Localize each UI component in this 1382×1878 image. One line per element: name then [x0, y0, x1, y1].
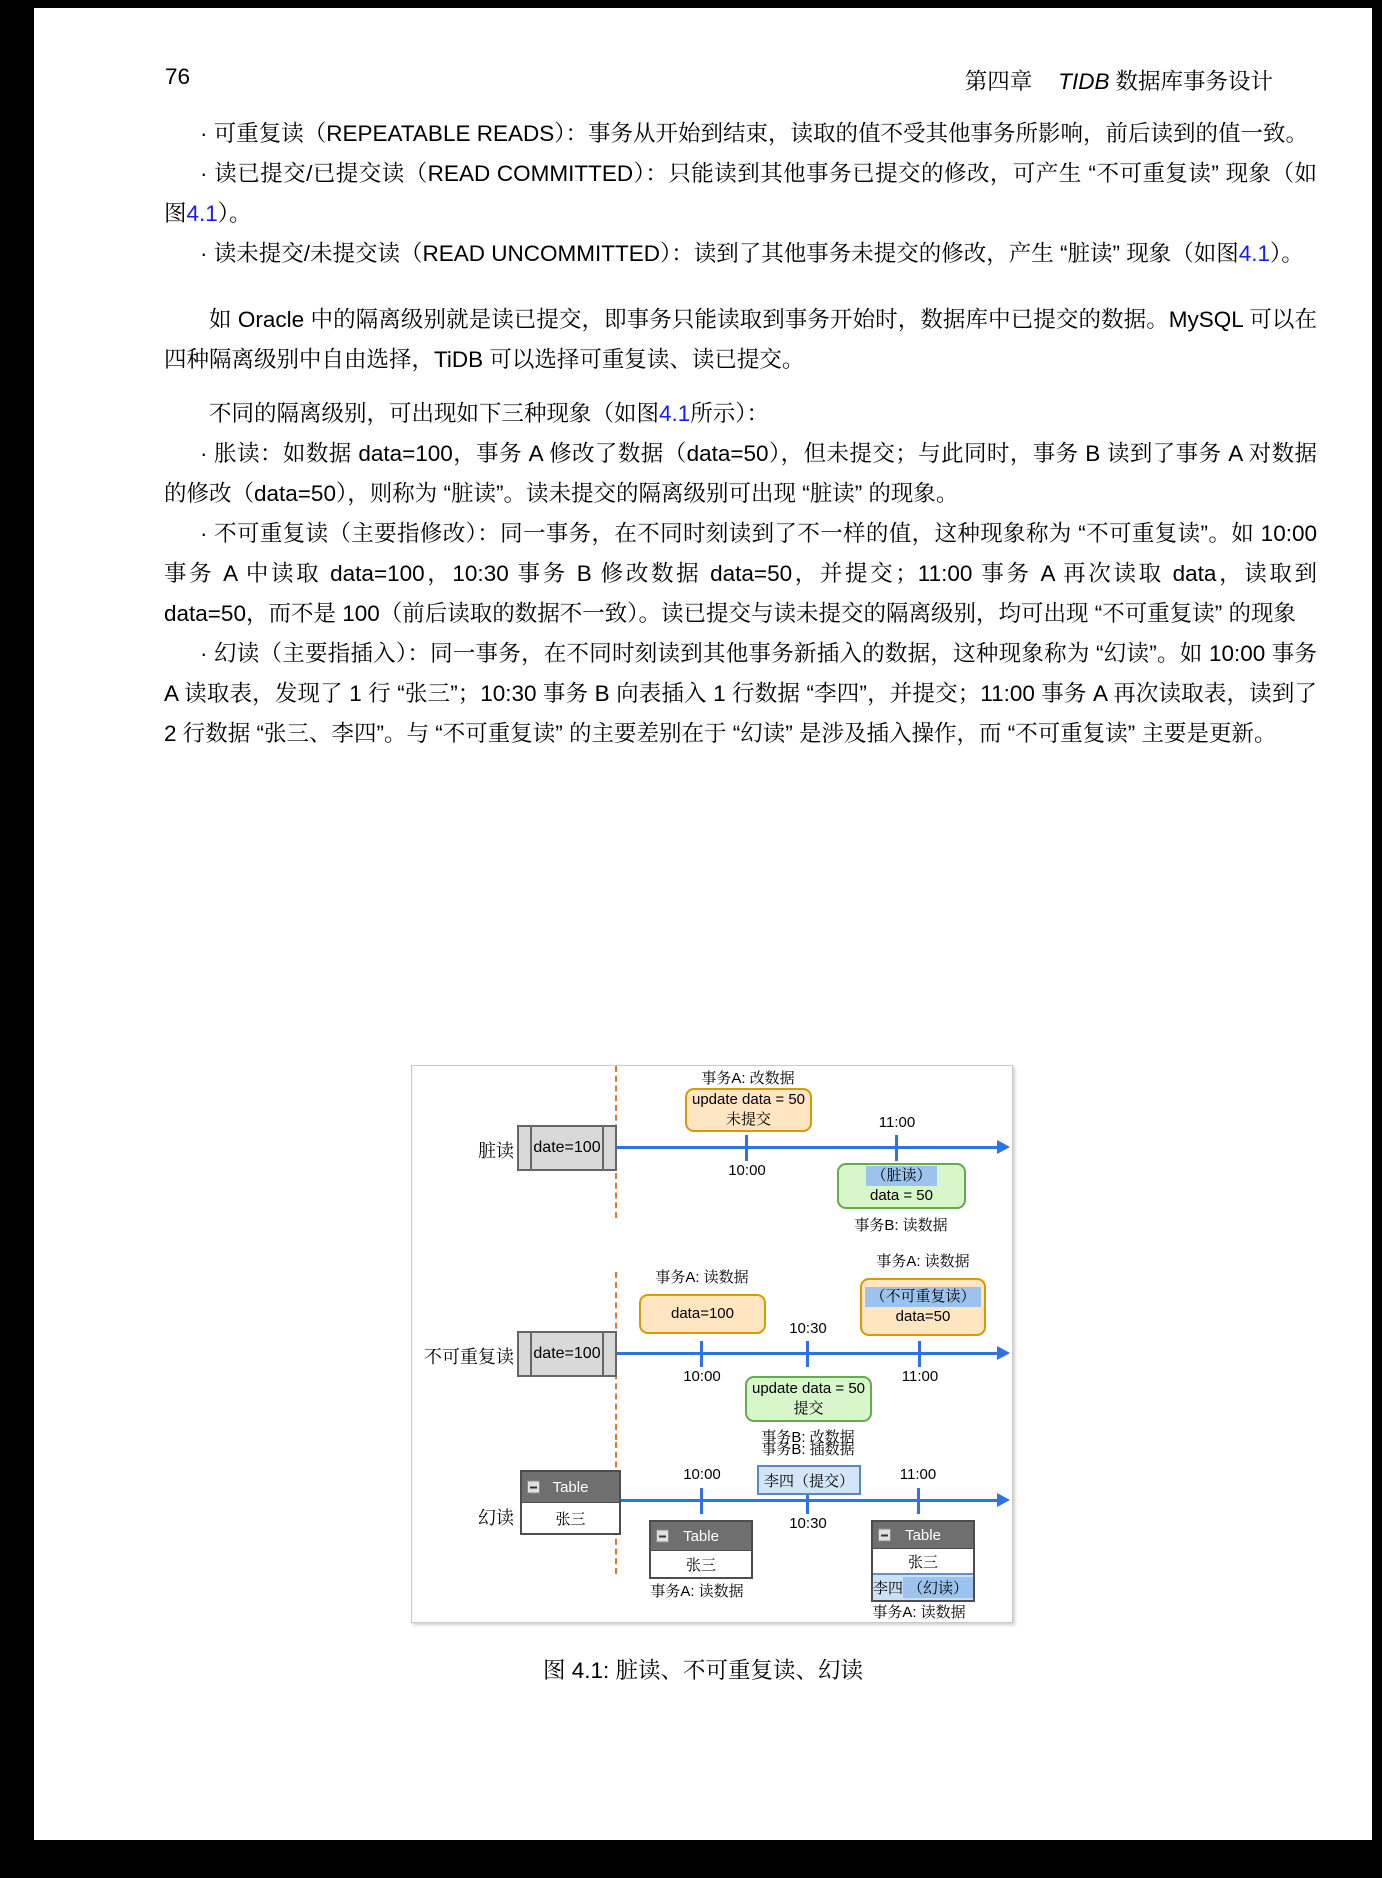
- document-page: [34, 8, 1372, 1840]
- read2-table-header: [873, 1522, 973, 1548]
- read2-label-nonrep: 事务A: 读数据: [876, 1253, 970, 1270]
- read2-table-row1: [873, 1548, 973, 1573]
- text-run: 不同的隔离级别，可出现如下三种现象（如图: [209, 401, 660, 426]
- timeline-phantom: [621, 1499, 999, 1502]
- timeline-dirty-arrow-icon: [997, 1140, 1010, 1154]
- read2-table-row1-value: 张三: [907, 1553, 938, 1571]
- timeline-phantom-arrow-icon: [997, 1493, 1010, 1507]
- initial-table-row-value: 张三: [555, 1510, 586, 1528]
- read1-table-phantom: [649, 1520, 753, 1579]
- read1-table-row: [651, 1550, 751, 1577]
- book-title-rest: 数据库事务设计: [1115, 69, 1273, 94]
- read1-table-header: [651, 1522, 751, 1550]
- row-label-nonrepeatable-read: 不可重复读: [424, 1347, 514, 1367]
- read2-value-nonrep: data=50: [895, 1308, 951, 1325]
- text-run: ）。: [1270, 241, 1304, 266]
- text-run: 所示）：: [690, 401, 770, 426]
- initial-table-header: [522, 1472, 619, 1502]
- tick-nonrep-1030: [806, 1341, 809, 1367]
- figure-caption: 图 4.1: 脏读、不可重复读、幻读: [542, 1658, 864, 1683]
- figure-4-1: [411, 1065, 1013, 1623]
- text-run: · 不可重复读（主要指修改）：同一事务，在不同时刻读到了不一样的值，这种现象称为 “不可重复读”。如 10:00 事务 A 中读取 data=100，10:30 事务 B 修改数据 data=50，并提交；11:00 事务 A 再次读取 data，读取到 data=50，而不是 100（前后读取的数据不一致）。读已提交与读未提交的隔离级别，均可出现 “不可重复读” 的现象: [164, 521, 1317, 626]
- initial-table-row: [522, 1502, 619, 1533]
- nonrepeatable-read-tag: （不可重复读）: [865, 1287, 980, 1307]
- read2-label-phantom: 事务A: 读数据: [872, 1604, 966, 1621]
- tick-label-dirty-1000: 10:00: [728, 1162, 766, 1179]
- update-box-dirty-line1: update data = 50: [691, 1091, 806, 1108]
- paragraph: [164, 394, 1317, 434]
- update-box-nonrep-line2: 提交: [793, 1400, 824, 1417]
- read2-row2-name: 李四: [873, 1580, 904, 1597]
- row-label-dirty-read: 脏读: [478, 1141, 514, 1161]
- paragraph: [164, 114, 1317, 154]
- collapse-icon[interactable]: [527, 1481, 540, 1494]
- figure-ref-link[interactable]: 4.1: [186, 201, 218, 226]
- data-box-nonrep: [517, 1331, 617, 1377]
- text-run: · 胀读：如数据 data=100，事务 A 修改了数据（data=50），但未提交；与此同时，事务 B 读到了事务 A 对数据的修改（data=50），则称为 “脏读”。读未提交的隔离级别可出现 “脏读” 的现象。: [164, 441, 1317, 506]
- text-run: · 读已提交/已提交读（READ COMMITTED）：只能读到其他事务已提交的修改，可产生 “不可重复读” 现象（如图: [164, 161, 1317, 226]
- text-run: 如 Oracle 中的隔离级别就是读已提交，即事务只能读取到事务开始时，数据库中已提交的数据。MySQL 可以在四种隔离级别中自由选择，TiDB 可以选择可重复读、读已提交。: [164, 307, 1317, 372]
- update-box-nonrep: [745, 1376, 872, 1422]
- dirty-read-tag: （脏读）: [866, 1166, 936, 1186]
- read2-table-phantom: [871, 1520, 975, 1602]
- update-label-nonrep: 事务B: 改数据: [761, 1429, 855, 1446]
- insert-box-text: 李四（提交）: [763, 1472, 854, 1490]
- timeline-dirty: [617, 1146, 999, 1149]
- tick-label-phantom-1000: 10:00: [683, 1466, 721, 1483]
- paragraph: [164, 514, 1317, 634]
- paragraph: [164, 154, 1317, 234]
- book-title-italic: TIDB: [1058, 69, 1110, 94]
- text-run: ）。: [217, 201, 252, 226]
- read1-value-nonrep: data=100: [671, 1305, 734, 1322]
- read2-table-title: Table: [905, 1526, 941, 1544]
- read1-table-row-value: 张三: [685, 1556, 716, 1574]
- text-run: · 可重复读（REPEATABLE READS）：事务从开始到结束，读取的值不受其他事务所影响，前后读到的值一致。: [200, 121, 1308, 146]
- read1-label-phantom: 事务A: 读数据: [650, 1583, 744, 1600]
- tick-dirty-1000: [745, 1135, 748, 1161]
- update-box-dirty: [685, 1088, 812, 1132]
- data-box-dirty: [517, 1125, 617, 1171]
- update-box-dirty-line2: 未提交: [725, 1111, 771, 1128]
- result-box-dirty: [837, 1163, 966, 1209]
- read1-label-nonrep: 事务A: 读数据: [655, 1269, 749, 1286]
- dirty-read-value: data = 50: [870, 1187, 933, 1204]
- tick-label-nonrep-1100: 11:00: [901, 1368, 939, 1385]
- read2-box-nonrep: [860, 1278, 986, 1336]
- tick-label-dirty-1100: 11:00: [878, 1114, 916, 1131]
- body-text: [164, 114, 1317, 754]
- insert-box-phantom: [757, 1465, 861, 1495]
- initial-table-phantom: [520, 1470, 621, 1535]
- tick-nonrep-1100: [918, 1341, 921, 1367]
- page-number: 76: [165, 64, 191, 89]
- timeline-nonrep-arrow-icon: [997, 1346, 1010, 1360]
- tick-label-phantom-1030: 10:30: [789, 1515, 827, 1532]
- data-box-nonrep-value: date=100: [530, 1333, 604, 1375]
- paragraph: [164, 234, 1317, 274]
- actor-b-label-dirty: 事务B: 读数据: [854, 1217, 948, 1234]
- actor-a-label-dirty: 事务A: 改数据: [701, 1070, 795, 1087]
- read1-box-nonrep: [639, 1294, 766, 1334]
- collapse-icon[interactable]: [656, 1530, 669, 1543]
- running-header: [965, 64, 1273, 96]
- insert-label-phantom: 事务B: 插数据: [761, 1441, 855, 1458]
- data-box-dirty-value: date=100: [530, 1127, 604, 1169]
- paragraph: [164, 434, 1317, 514]
- tick-label-phantom-1100: 11:00: [899, 1466, 937, 1483]
- update-box-nonrep-line1: update data = 50: [751, 1380, 866, 1397]
- paragraph: [164, 634, 1317, 754]
- tick-nonrep-1000: [700, 1341, 703, 1367]
- figure-ref-link[interactable]: 4.1: [1238, 241, 1271, 266]
- figure-ref-link[interactable]: 4.1: [659, 401, 691, 426]
- read1-table-title: Table: [683, 1527, 719, 1545]
- text-run: · 读未提交/未提交读（READ UNCOMMITTED）：读到了其他事务未提交的修改，产生 “脏读” 现象（如图: [200, 241, 1239, 266]
- tick-dirty-1100: [895, 1135, 898, 1161]
- tick-label-nonrep-1000: 10:00: [683, 1368, 721, 1385]
- collapse-icon[interactable]: [878, 1529, 891, 1542]
- tick-label-nonrep-1030: 10:30: [789, 1320, 827, 1337]
- paragraph: [164, 300, 1317, 380]
- chapter-label: 第四章: [964, 69, 1033, 94]
- tick-phantom-1100: [917, 1488, 920, 1514]
- text-run: · 幻读（主要指插入）：同一事务，在不同时刻读到其他事务新插入的数据，这种现象称为 “幻读”。如 10:00 事务 A 读取表，发现了 1 行 “张三”；10:30 事务 B 向表插入 1 行数据 “李四”，并提交；11:00 事务 A 再次读取表，读到了 2 行数据 “张三、李四”。与 “不可重复读” 的主要差别在于 “幻读” 是涉及插入操作，而 “不可重复读” 主要是更新。: [164, 641, 1317, 746]
- initial-table-title: Table: [552, 1478, 589, 1496]
- tick-phantom-1000: [700, 1488, 703, 1514]
- row-label-phantom-read: 幻读: [478, 1508, 514, 1528]
- read2-table-row2: [873, 1573, 973, 1600]
- phantom-read-tag: （幻读）: [903, 1577, 973, 1598]
